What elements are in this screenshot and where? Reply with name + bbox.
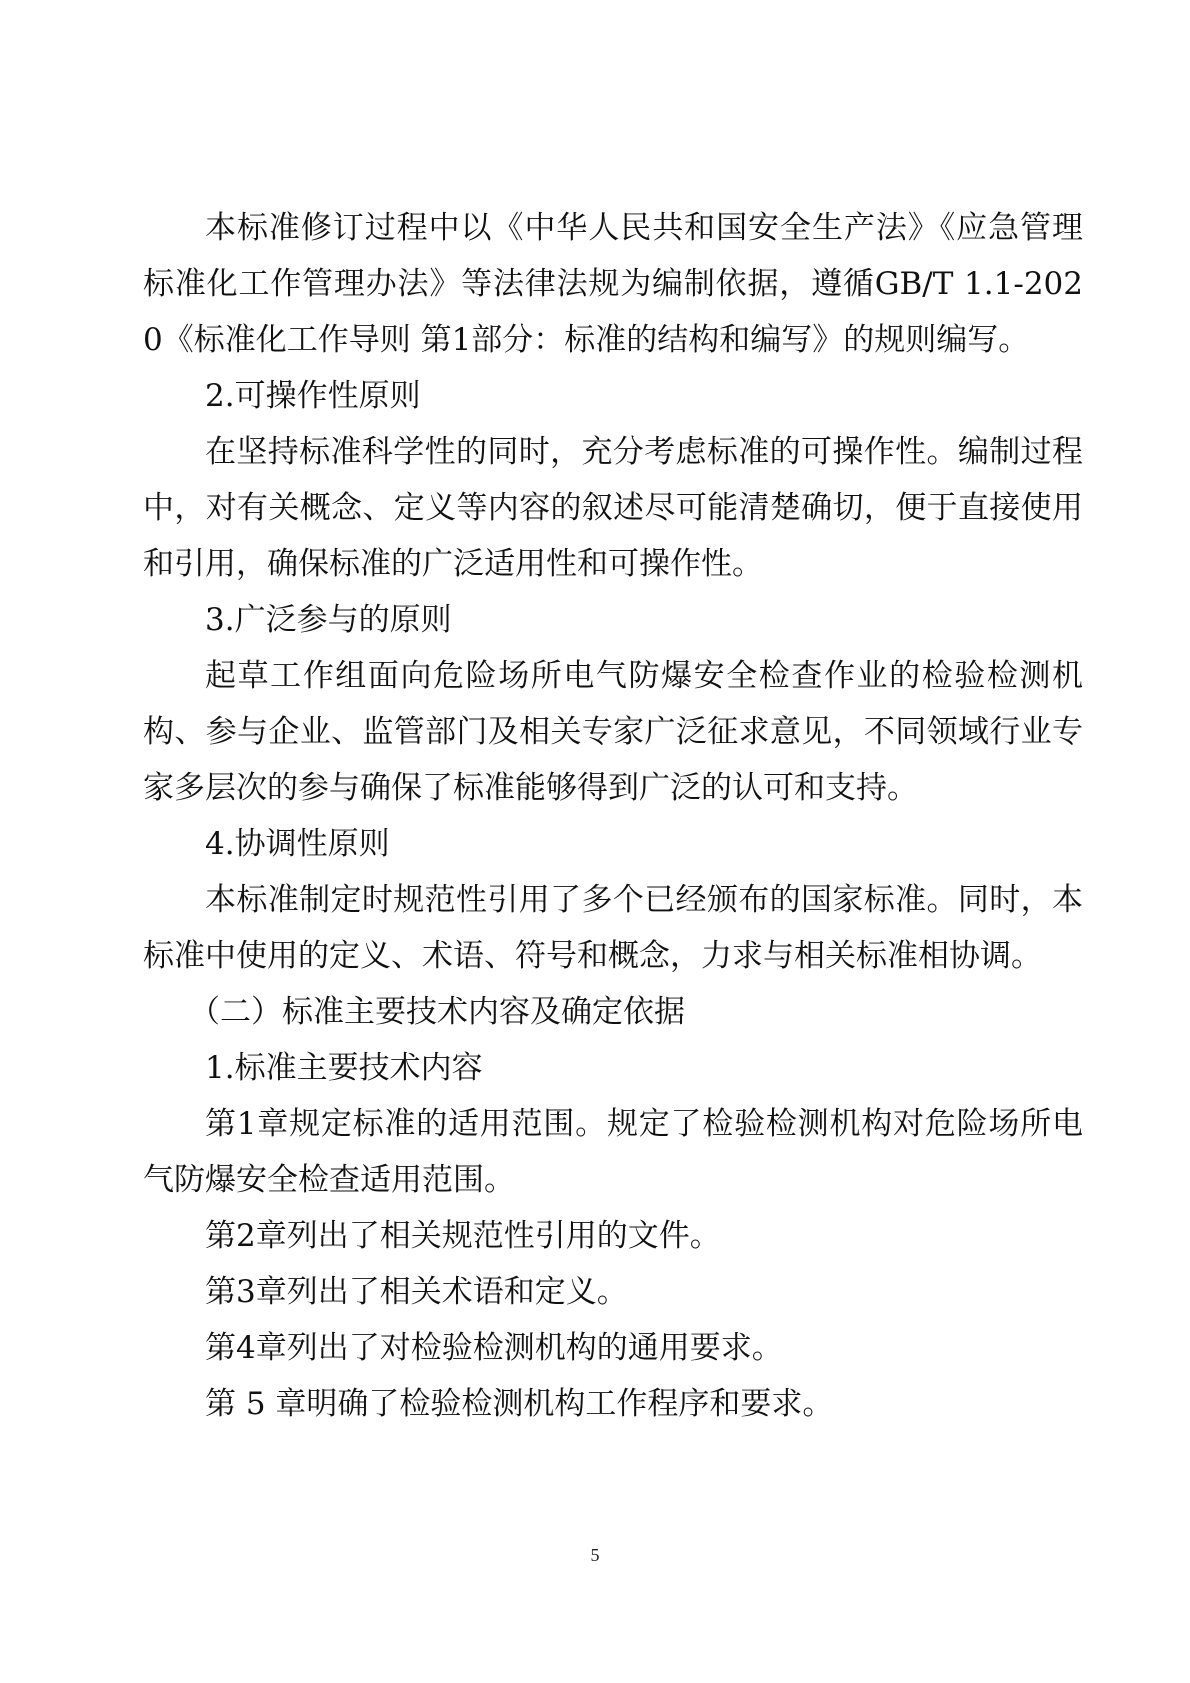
paragraph-participation: 起草工作组面向危险场所电气防爆安全检查作业的检验检测机构、参与企业、监管部门及相关专家广泛征求意见，不同领域行业专家多层次的参与确保了标准能够得到广泛的认可和支持。	[143, 658, 1083, 806]
paragraph-chapter-4: 第4章列出了对检验检测机构的通用要求。	[205, 1330, 783, 1366]
heading-coordination-principle: 4.协调性原则	[205, 826, 390, 862]
paragraph-chapter-1: 第1章规定标准的适用范围。规定了检验检测机构对危险场所电气防爆安全检查适用范围。	[143, 1106, 1083, 1198]
paragraph-chapter-3: 第3章列出了相关术语和定义。	[205, 1274, 628, 1310]
paragraph-chapter-5: 第 5 章明确了检验检测机构工作程序和要求。	[205, 1386, 834, 1422]
heading-operability-principle: 2.可操作性原则	[205, 378, 421, 414]
page-number: 5	[590, 1545, 600, 1565]
heading-main-technical-content: 1.标准主要技术内容	[205, 1050, 483, 1086]
paragraph-compilation-basis: 本标准修订过程中以《中华人民共和国安全生产法》《应急管理标准化工作管理办法》等法律法规为编制依据，遵循GB/T 1.1-2020《标准化工作导则 第1部分：标准的结构和编写》的规则编写。	[143, 210, 1083, 358]
paragraph-chapter-2: 第2章列出了相关规范性引用的文件。	[205, 1218, 721, 1254]
paragraph-operability: 在坚持标准科学性的同时，充分考虑标准的可操作性。编制过程中，对有关概念、定义等内容的叙述尽可能清楚确切，便于直接使用和引用，确保标准的广泛适用性和可操作性。	[143, 434, 1083, 582]
section-heading-technical-content: （二）标准主要技术内容及确定依据	[189, 994, 685, 1030]
paragraph-coordination: 本标准制定时规范性引用了多个已经颁布的国家标准。同时，本标准中使用的定义、术语、符号和概念，力求与相关标准相协调。	[143, 882, 1083, 974]
heading-participation-principle: 3.广泛参与的原则	[205, 602, 452, 638]
document-body	[143, 200, 1083, 1432]
